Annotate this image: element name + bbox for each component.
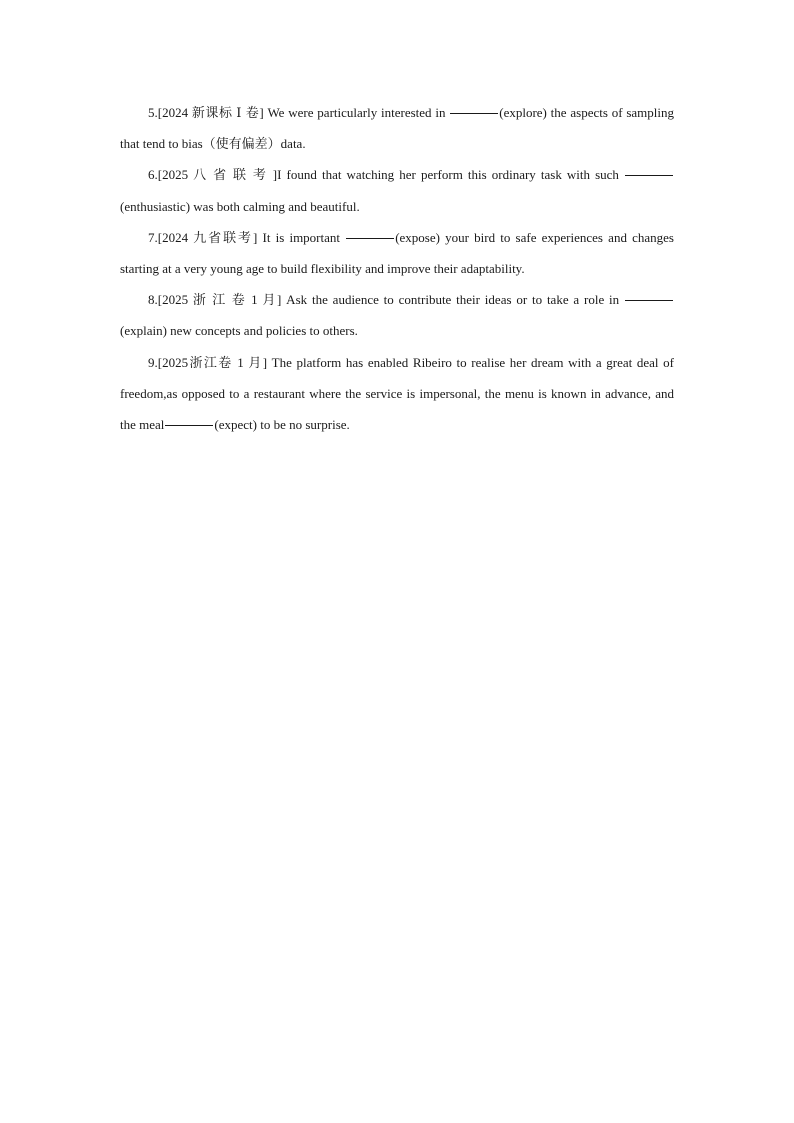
document-page <box>120 97 674 440</box>
question-number: 7. <box>148 229 158 245</box>
question-number: 6. <box>148 167 158 183</box>
question-source-tag: [2025浙江卷 1 月] <box>157 354 268 370</box>
question-number: 8. <box>148 292 158 308</box>
question-text-after: (expect) to be no surprise. <box>214 417 350 433</box>
question-6 <box>120 159 674 221</box>
answer-blank[interactable] <box>625 299 673 301</box>
question-source-tag: [2025 浙 江 卷 1 月] <box>157 292 282 308</box>
answer-blank[interactable] <box>625 174 673 176</box>
question-text-before: It is important <box>257 229 346 245</box>
question-source-tag: [2025 八 省 联 考 ] <box>157 167 278 183</box>
answer-blank[interactable] <box>450 112 498 114</box>
question-text-after: (enthusiastic) was both calming and beautiful. <box>120 198 360 214</box>
question-5 <box>120 97 674 159</box>
question-7 <box>120 222 674 284</box>
answer-blank[interactable] <box>165 424 213 426</box>
question-text-before: Ask the audience to contribute their ideas or to take a role in <box>281 292 624 308</box>
question-text-after: (explain) new concepts and policies to others. <box>120 323 358 339</box>
question-text-before: The platform has enabled Ribeiro to realise her dream with a great deal of freedom,as opposed to a restaurant where the service is impersonal, the menu is known in advance, and the meal <box>120 354 674 433</box>
question-text-after: (expose) your bird to safe experiences and changes starting at a very young age to build flexibility and improve their adaptability. <box>120 229 674 277</box>
question-source-tag: [2024 九省联考] <box>157 229 258 245</box>
question-text-before: I found that watching her perform this ordinary task with such <box>277 167 624 183</box>
question-text-after: (explore) the aspects of sampling that tend to bias（使有偏差）data. <box>120 105 674 152</box>
question-number: 9. <box>148 354 158 370</box>
question-source-tag: [2024 新课标 Ⅰ 卷] <box>157 105 264 120</box>
question-number: 5. <box>148 105 158 120</box>
question-text-before: We were particularly interested in <box>263 105 450 120</box>
question-8 <box>120 284 674 346</box>
answer-blank[interactable] <box>346 237 394 239</box>
question-9 <box>120 347 674 441</box>
